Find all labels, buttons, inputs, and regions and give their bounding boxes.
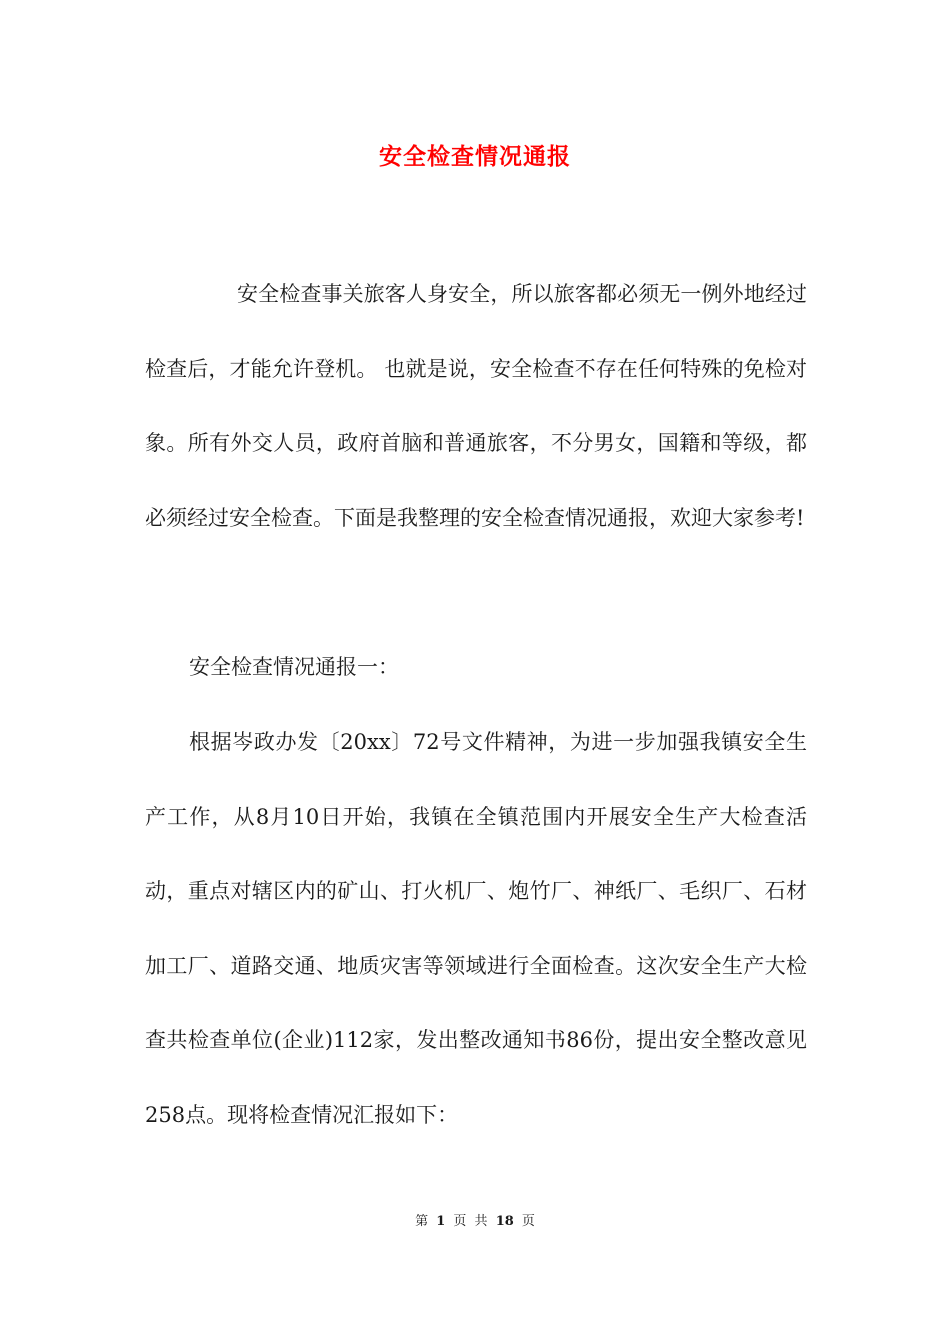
footer-prefix: 第 — [415, 1214, 429, 1229]
footer-middle: 页 共 — [453, 1214, 488, 1229]
intro-paragraph: 安全检查事关旅客人身安全，所以旅客都必须无一例外地经过检查后，才能允许登机。 也就是说，安全检查不存在任何特殊的免检对象。所有外交人员，政府首脑和普通旅客，不分男女，国籍和等级，都必须经过安全检查。下面是我整理的安全检查情况通报，欢迎大家参考! — [145, 282, 807, 530]
document-title: 安全检查情况通报 — [379, 143, 571, 170]
footer-total-pages: 18 — [495, 1214, 514, 1229]
footer-page-number: 1 — [436, 1214, 446, 1229]
footer-suffix: 页 — [521, 1214, 535, 1229]
body-paragraph: 根据岑政办发〔20xx〕72号文件精神，为进一步加强我镇安全生产工作，从8月10日开始，我镇在全镇范围内开展安全生产大检查活动，重点对辖区内的矿山、打火机厂、炮竹厂、神纸厂、毛织厂、石材加工厂、道路交通、地质灾害等领域进行全面检查。这次安全生产大检查共检查单位(企业)112家，发出整改通知书86份，提出安全整改意见258点。现将检查情况汇报如下： — [145, 730, 807, 1127]
page-footer — [0, 1210, 950, 1229]
section-heading: 安全检查情况通报一： — [189, 655, 399, 679]
